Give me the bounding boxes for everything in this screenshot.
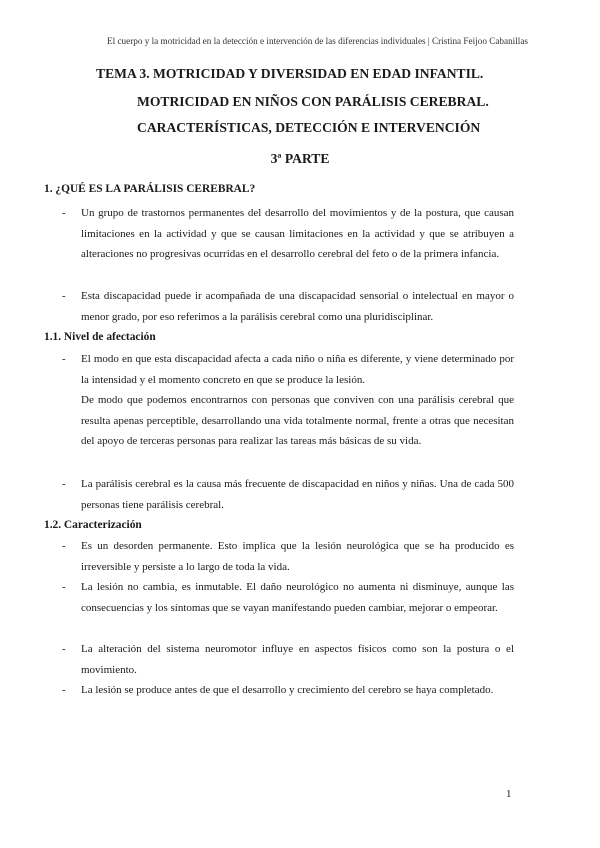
section-1-paragraph-1: Un grupo de trastornos permanentes del desarrollo del movimientos y de la postura, que causan limitaciones en la actividad y que se causan limitaciones en la actividad y que se atribuyen a alteraciones no progresivas ocurridas en el desarrollo cerebral del feto o de la primera infancia. <box>81 207 514 261</box>
section-1-1-paragraph-1-continued: De modo que podemos encontrarnos con personas que conviven con una parálisis cerebral que resulta apenas perceptible, desarrollando una vida totalmente normal, frente a otras que necesitan del apoyo de terceras personas para realizar las tareas más básicas de su vida. <box>81 394 514 448</box>
title-line-2: MOTRICIDAD EN NIÑOS CON PARÁLISIS CEREBRAL. <box>137 94 489 109</box>
bullet-marker: - <box>62 353 66 365</box>
bullet-marker: - <box>62 581 66 593</box>
section-1-2-paragraph-1: Es un desorden permanente. Esto implica que la lesión neurológica que se ha producido es irreversible y persiste a lo largo de toda la vida. <box>81 540 514 573</box>
section-1-paragraph-2: Esta discapacidad puede ir acompañada de una discapacidad sensorial o intelectual en mayor o menor grado, por eso referimos a la parálisis cerebral como una pluridisciplinar. <box>81 290 514 323</box>
bullet-marker: - <box>62 540 66 552</box>
section-1-1-heading: 1.1. Nivel de afectación <box>44 331 156 343</box>
bullet-marker: - <box>62 207 66 219</box>
section-1-2-heading: 1.2. Caracterización <box>44 519 142 531</box>
section-1-2-paragraph-2: La lesión no cambia, es inmutable. El daño neurológico no aumenta ni disminuye, aunque las consecuencias y los síntomas que se vayan manifestando pueden cambiar, mejorar o empeorar. <box>81 581 514 614</box>
section-1-2-paragraph-3: La alteración del sistema neuromotor influye en aspectos físicos como son la postura o el movimiento. <box>81 643 514 676</box>
part-label: 3ª PARTE <box>270 151 330 166</box>
section-1-1-paragraph-2: La parálisis cerebral es la causa más frecuente de discapacidad en niños y niñas. Una de cada 500 personas tiene parálisis cerebral. <box>81 478 514 511</box>
bullet-marker: - <box>62 290 66 302</box>
page-number: 1 <box>506 788 512 800</box>
section-1-2-paragraph-4: La lesión se produce antes de que el desarrollo y crecimiento del cerebro se haya completado. <box>81 684 494 696</box>
bullet-marker: - <box>62 684 66 696</box>
section-1-heading: 1. ¿QUÉ ES LA PARÁLISIS CEREBRAL? <box>44 183 256 195</box>
section-1-1-paragraph-1: El modo en que esta discapacidad afecta a cada niño o niña es diferente, y viene determinado por la intensidad y el momento concreto en que se produce la lesión. <box>81 353 514 386</box>
bullet-marker: - <box>62 478 66 490</box>
title-line-1: TEMA 3. MOTRICIDAD Y DIVERSIDAD EN EDAD INFANTIL. <box>96 66 484 81</box>
page-header: El cuerpo y la motricidad en la detección e intervención de las diferencias individuales | Cristina Feijoo Cabanillas <box>106 36 528 46</box>
title-line-3: CARACTERÍSTICAS, DETECCIÓN E INTERVENCIÓN <box>137 120 481 135</box>
bullet-marker: - <box>62 643 66 655</box>
